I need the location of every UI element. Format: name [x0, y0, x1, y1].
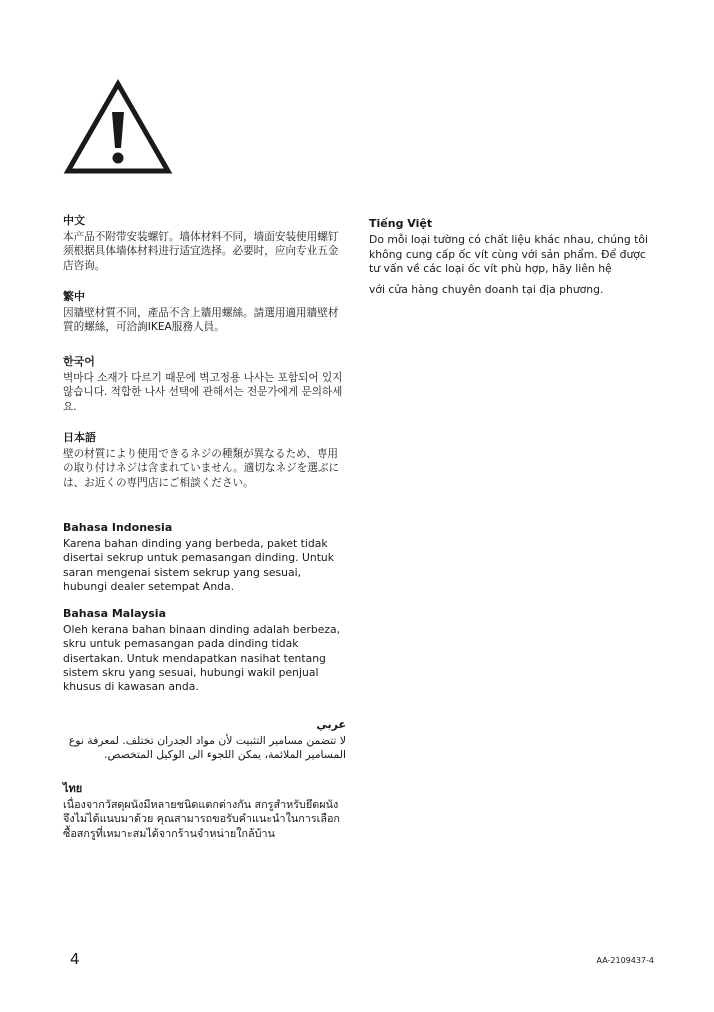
section-heading: ไทย: [63, 782, 83, 795]
section-body: 壁の材質により使用できるネジの種類が異なるため、専用の取り付けネジは含まれていません。適切なネジを選ぶには、お近くの専門店にご相談ください。: [63, 448, 340, 489]
section-heading: Tiếng Việt: [369, 217, 433, 230]
section-chinese-traditional: [63, 289, 346, 339]
section-body-last-line: với cửa hàng chuyên doanh tại địa phương.: [369, 282, 604, 296]
left-column: [63, 213, 346, 851]
section-heading: 繁中: [63, 290, 85, 303]
section-heading: Bahasa Indonesia: [63, 521, 173, 534]
section-body: Karena bahan dinding yang berbeda, paket tidak disertai sekrup untuk pemasangan dinding. Untuk saran mengenai sistem sekrup yang sesuai, hubungi dealer setempat Anda.: [63, 537, 335, 593]
section-heading: 한국어: [63, 355, 95, 368]
section-japanese: [63, 430, 346, 508]
section-body: لا تتضمن مسامير التثبيت لأن مواد الجدران تختلف. لمعرفة نوع المسامير الملائمة، يمكن اللجوء الى الوكيل المتخصص.: [68, 734, 346, 762]
section-body: 벽마다 소재가 다르기 때문에 벽고정용 나사는 포함되어 있지 않습니다. 적합한 나사 선택에 관해서는 전문가에게 문의하세요.: [63, 372, 343, 413]
section-heading: 中文: [63, 214, 85, 227]
section-chinese-simplified: [63, 213, 346, 283]
document-code: AA-2109437-4: [596, 956, 654, 965]
section-body: 本产品不附带安装螺钉。墙体材料不同，墙面安装使用螺钉须根据具体墙体材料进行适宜选择。必要时，应向专业五金店咨询。: [63, 231, 339, 272]
section-body: [369, 233, 654, 297]
page-number: 4: [70, 950, 80, 968]
section-heading: 日本語: [63, 431, 96, 444]
section-indonesian: [63, 520, 346, 595]
section-body: เนื่องจากวัสดุผนังมีหลายชนิดแตกต่างกัน สกรูสำหรับยึดผนังจึงไม่ได้แนบมาด้วย คุณสามารถขอรับคำแนะนำในการเลือกซื้อสกรูที่เหมาะสมได้จากร้านจำหน่ายใกล้บ้าน: [63, 798, 340, 840]
section-korean: [63, 354, 346, 416]
section-heading: Bahasa Malaysia: [63, 607, 166, 620]
section-malay: [63, 606, 346, 696]
section-heading: عربي: [316, 718, 346, 731]
section-body-text: Do mỗi loại tường có chất liệu khác nhau, chúng tôi không cung cấp ốc vít cùng với sản phẩm. Để được tư vấn về các loại ốc vít phù hợp, hãy liên hệ: [369, 233, 649, 275]
warning-triangle-icon: [62, 78, 174, 176]
section-vietnamese: [369, 216, 654, 297]
section-arabic: [63, 717, 346, 762]
section-body: 因牆壁材質不同，產品不含上牆用螺絲。請選用適用牆壁材質的螺絲，可洽詢IKEA服務人員。: [63, 307, 339, 334]
right-column: [369, 216, 654, 307]
section-body: Oleh kerana bahan binaan dinding adalah berbeza, skru untuk pemasangan pada dinding tidak disertakan. Untuk mendapatkan nasihat tentang sistem skru yang sesuai, hubungi wakil penjual khusus di kawasan anda.: [63, 623, 341, 694]
section-thai: [63, 781, 346, 841]
